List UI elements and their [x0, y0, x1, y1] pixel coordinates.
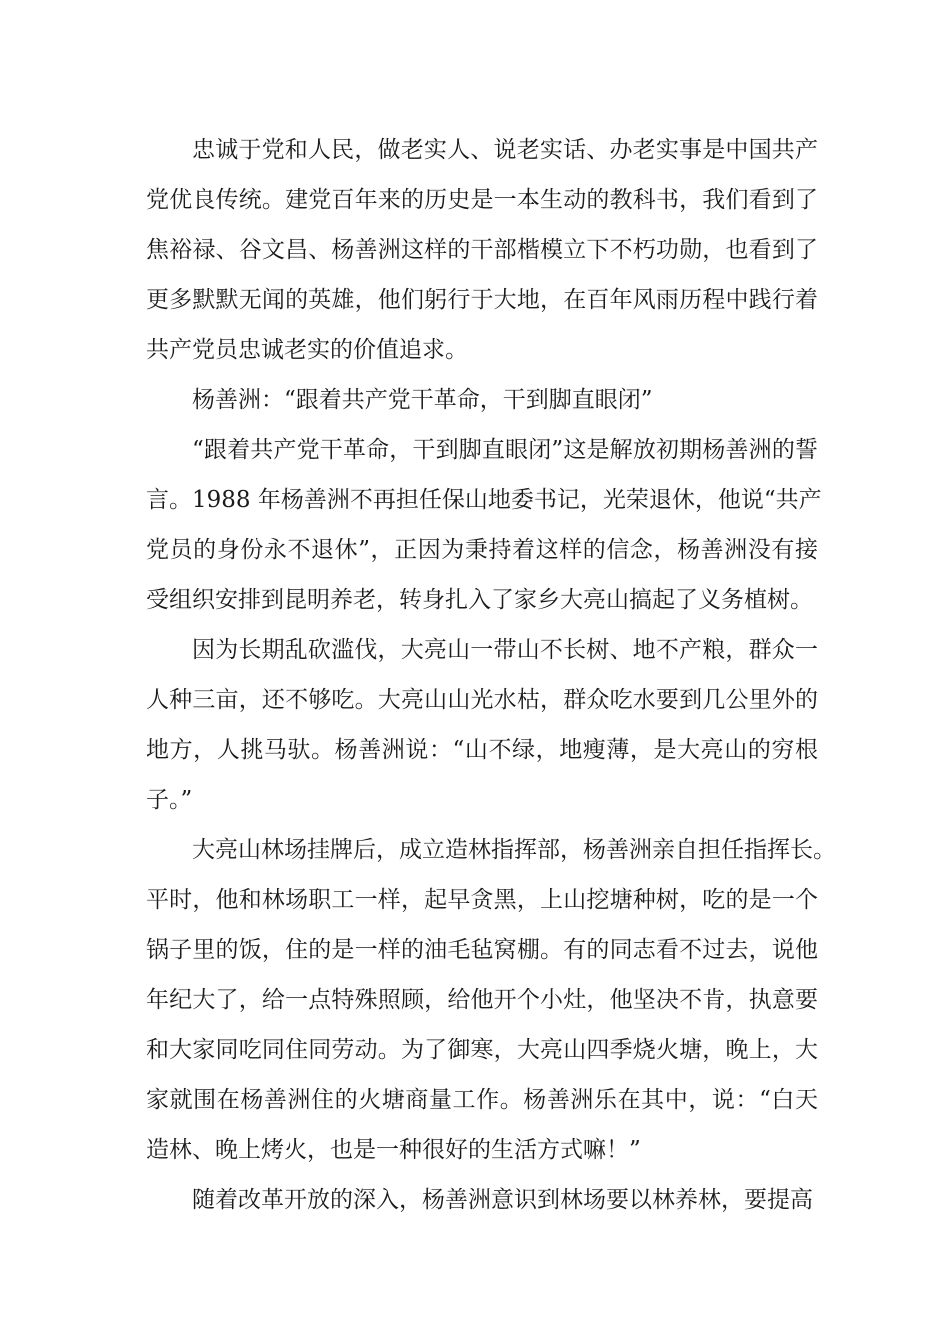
paragraph-4-line-1: 大亮山林场挂牌后，成立造林指挥部，杨善洲亲自担任指挥长。: [192, 837, 836, 863]
paragraph-4-line-7: 造林、晚上烤火，也是一种很好的生活方式嘛！”: [146, 1137, 641, 1163]
paragraph-4-line-6: 家就围在杨善洲住的火塘商量工作。杨善洲乐在其中，说：“白天: [146, 1087, 818, 1113]
paragraph-3-line-2: 人种三亩，还不够吃。大亮山山光水枯，群众吃水要到几公里外的: [146, 687, 818, 713]
paragraph-3-line-4: 子。”: [146, 787, 193, 813]
paragraph-1-line-4: 更多默默无闻的英雄，他们躬行于大地，在百年风雨历程中践行着: [146, 287, 818, 313]
paragraph-5-line-1: 随着改革开放的深入，杨善洲意识到林场要以林养林，要提高: [192, 1187, 813, 1213]
paragraph-4-line-4: 年纪大了，给一点特殊照顾，给他开个小灶，他坚决不肯，执意要: [146, 987, 818, 1013]
paragraph-3-line-1: 因为长期乱砍滥伐，大亮山一带山不长树、地不产粮，群众一: [192, 637, 818, 663]
paragraph-1-line-2: 党优良传统。建党百年来的历史是一本生动的教科书，我们看到了: [146, 187, 818, 213]
section-heading: 杨善洲：“跟着共产党干革命，干到脚直眼闭”: [192, 387, 653, 413]
paragraph-1-line-1: 忠诚于党和人民，做老实人、说老实话、办老实事是中国共产: [192, 137, 818, 163]
paragraph-2-line-1: “跟着共产党干革命，干到脚直眼闭”这是解放初期杨善洲的誓: [192, 437, 818, 463]
paragraph-1-line-3: 焦裕禄、谷文昌、杨善洲这样的干部楷模立下不朽功勋，也看到了: [146, 237, 818, 263]
paragraph-2-line-4: 受组织安排到昆明养老，转身扎入了家乡大亮山搞起了义务植树。: [146, 587, 813, 613]
paragraph-4-line-3: 锅子里的饭，住的是一样的油毛毡窝棚。有的同志看不过去，说他: [146, 937, 818, 963]
paragraph-4-line-5: 和大家同吃同住同劳动。为了御寒，大亮山四季烧火塘，晚上，大: [146, 1037, 818, 1063]
paragraph-3-line-3: 地方，人挑马驮。杨善洲说：“山不绿，地瘦薄，是大亮山的穷根: [146, 737, 818, 763]
paragraph-4-line-2: 平时，他和林场职工一样，起早贪黑，上山挖塘种树，吃的是一个: [146, 887, 818, 913]
paragraph-2-line-3: 党员的身份永不退休”，正因为秉持着这样的信念，杨善洲没有接: [146, 537, 818, 563]
paragraph-1-line-5: 共产党员忠诚老实的价值追求。: [146, 337, 468, 363]
article-body: [146, 125, 836, 1225]
paragraph-2-line-2: 言。1988 年杨善洲不再担任保山地委书记，光荣退休，他说“共产: [146, 487, 822, 513]
